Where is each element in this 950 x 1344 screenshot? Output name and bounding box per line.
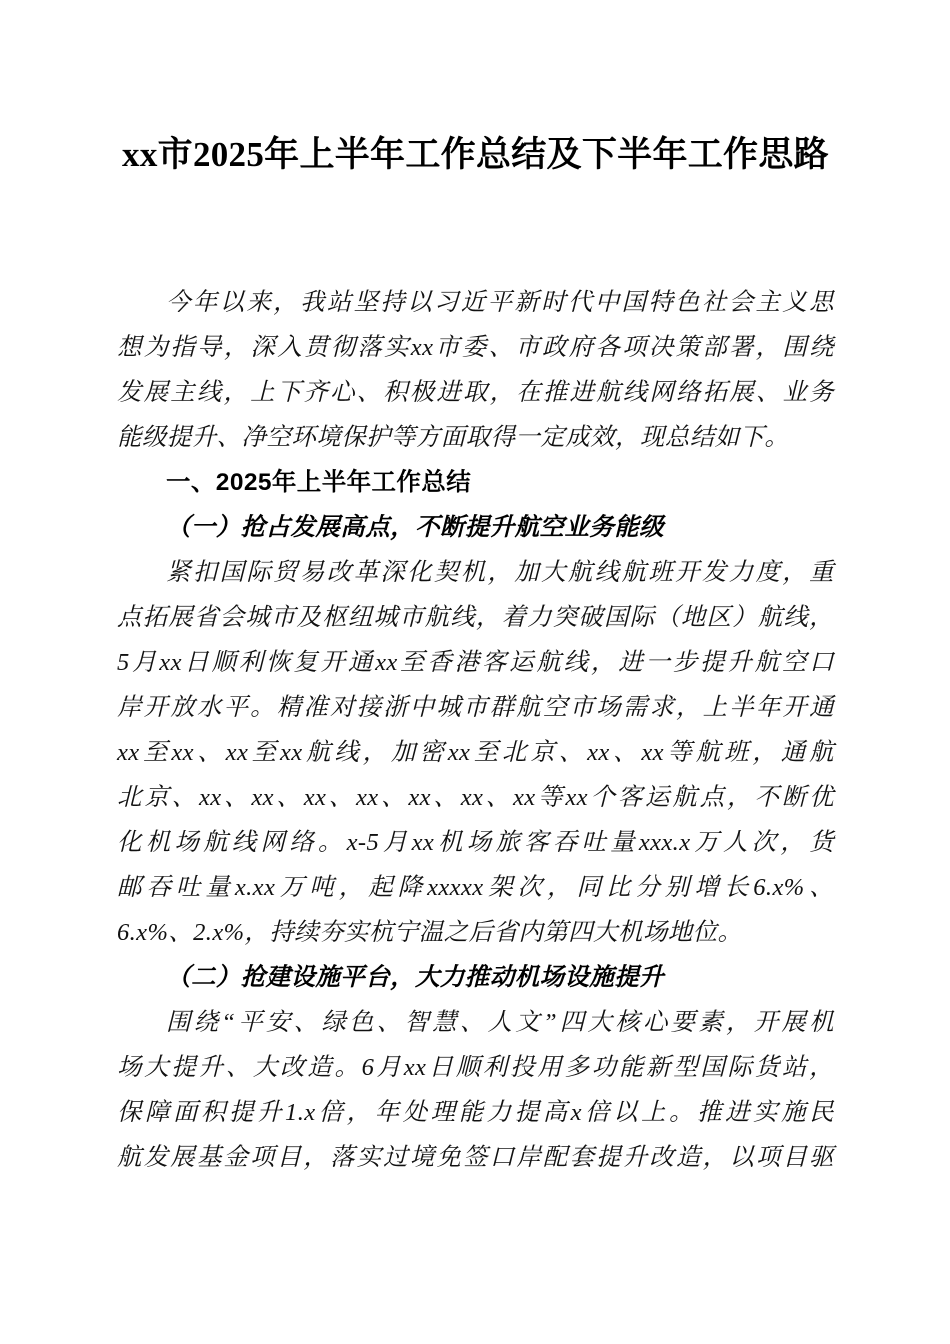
- paragraph-intro: [117, 280, 834, 460]
- paragraph-line: 能级提升、净空环境保护等方面取得一定成效，现总结如下。: [117, 424, 790, 451]
- section-heading-1: [117, 460, 834, 505]
- paragraph-line: xx至xx、xx至xx航线，加密xx至北京、xx、xx等航班，通航: [117, 739, 834, 766]
- subsection-heading-1-2-text: （二）抢建设施平台，大力推动机场设施提升: [166, 964, 664, 991]
- subsection-heading-1-1-text: （一）抢占发展高点，不断提升航空业务能级: [166, 514, 664, 541]
- subsection-heading-1-2: [117, 955, 834, 1000]
- paragraph-line: 北京、xx、xx、xx、xx、xx、xx、xx等xx个客运航点，不断优: [117, 784, 834, 811]
- paragraph-line: 5月xx日顺利恢复开通xx至香港客运航线，进一步提升航空口: [117, 649, 834, 676]
- paragraph-line: 保障面积提升1.x倍，年处理能力提高x倍以上。推进实施民: [117, 1099, 834, 1126]
- paragraph-line: 场大提升、大改造。6月xx日顺利投用多功能新型国际货站，: [117, 1054, 834, 1081]
- paragraph-line: 发展主线，上下齐心、积极进取，在推进航线网络拓展、业务: [117, 379, 834, 406]
- paragraph-line: 紧扣国际贸易改革深化契机，加大航线航班开发力度，重: [166, 559, 834, 586]
- paragraph-line: 围绕“平安、绿色、智慧、人文”四大核心要素，开展机: [166, 1009, 834, 1036]
- paragraph-line: 化机场航线网络。x-5月xx机场旅客吞吐量xxx.x万人次，货: [117, 829, 834, 856]
- paragraph-business-level: [117, 550, 834, 955]
- paragraph-line: 想为指导，深入贯彻落实xx市委、市政府各项决策部署，围绕: [117, 334, 834, 361]
- paragraph-line: 航发展基金项目，落实过境免签口岸配套提升改造，以项目驱: [117, 1144, 834, 1171]
- section-heading-1-text: 一、2025年上半年工作总结: [166, 469, 472, 496]
- paragraph-line: 邮吞吐量x.xx万吨，起降xxxxx架次，同比分别增长6.x%、: [117, 874, 834, 901]
- subsection-heading-1-1: [117, 505, 834, 550]
- paragraph-line: 今年以来，我站坚持以习近平新时代中国特色社会主义思: [166, 289, 834, 316]
- paragraph-facility-upgrade: [117, 1000, 834, 1180]
- paragraph-line: 点拓展省会城市及枢纽城市航线，着力突破国际（地区）航线，: [117, 604, 834, 631]
- page-title: xx市2025年上半年工作总结及下半年工作思路: [122, 135, 829, 174]
- paragraph-line: 6.x%、2.x%，持续夯实杭宁温之后省内第四大机场地位。: [117, 919, 743, 946]
- paragraph-line: 岸开放水平。精准对接浙中城市群航空市场需求，上半年开通: [117, 694, 834, 721]
